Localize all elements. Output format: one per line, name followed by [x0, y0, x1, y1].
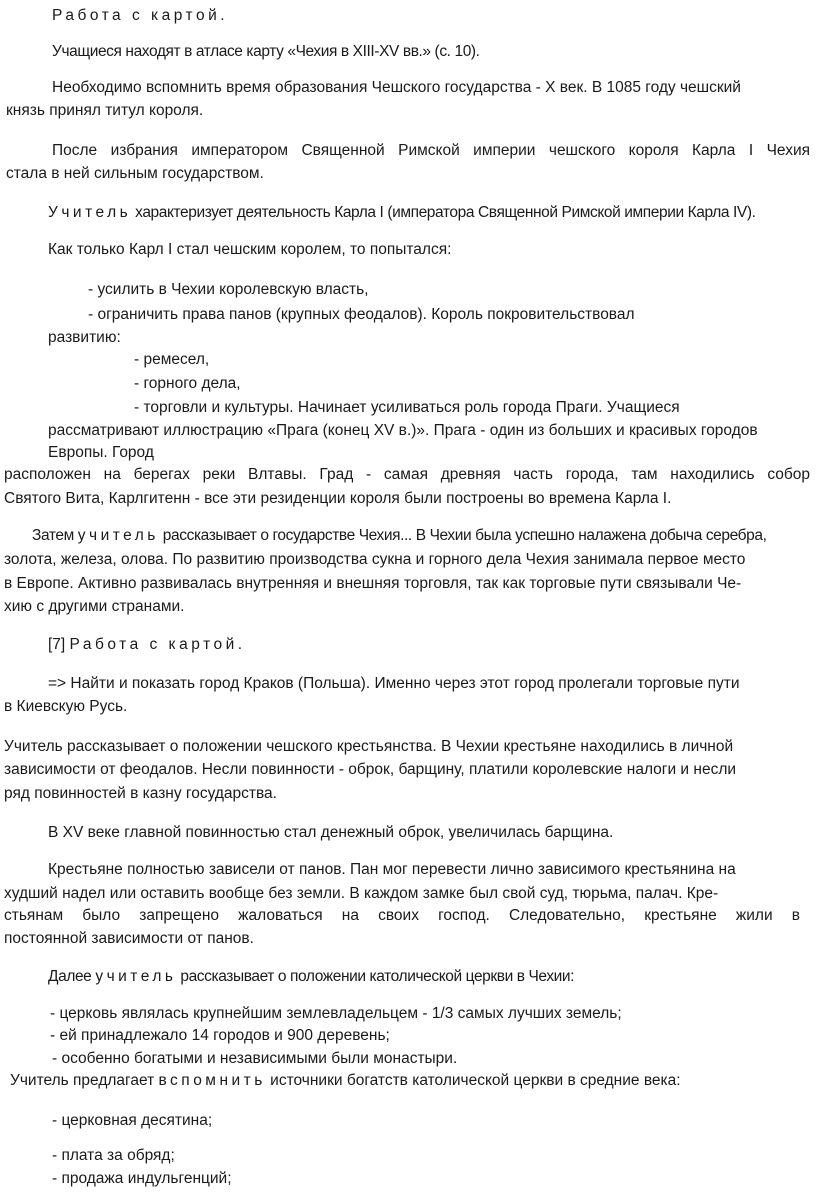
- paragraph-line: золота, железа, олова. По развитию производства сукна и горного дела Чехия занимала первое место: [4, 551, 746, 568]
- paragraph-line: Как только Карл I стал чешским королем, то попытался:: [48, 241, 452, 258]
- paragraph-line: стьянам было запрещено жаловаться на своих господ. Следовательно, крестьяне жили в: [4, 907, 800, 924]
- list-item: - торговли и культуры. Начинает усиливаться роль города Праги. Учащиеся: [134, 399, 680, 416]
- note-number: [7]: [48, 636, 70, 653]
- paragraph-line: Учитель рассказывает о положении чешского крестьянства. В Чехии крестьяне находились в личной: [4, 738, 734, 755]
- paragraph-line: зависимости от феодалов. Несли повинности - оброк, барщину, платили королевские налоги и несли: [4, 761, 737, 778]
- paragraph-line: в Киевскую Русь.: [4, 698, 128, 715]
- section-heading-map-work: [48, 635, 246, 655]
- paragraph-line: Европы. Город: [48, 444, 154, 461]
- paragraph-text: рассказывает о положении католической церкви в Чехии:: [176, 968, 575, 985]
- paragraph-line: ряд повинностей в казну государства.: [4, 785, 277, 802]
- paragraph-line: [10, 1071, 681, 1091]
- paragraph-line: стала в ней сильным государством.: [6, 165, 264, 182]
- emphasis-recall: вспомнить: [158, 1072, 266, 1089]
- list-item: - плата за обряд;: [52, 1147, 175, 1164]
- list-item: - ей принадлежало 14 городов и 900 деревень;: [50, 1027, 390, 1044]
- list-item: - особенно богатыми и независимыми были монастыри.: [52, 1050, 458, 1067]
- paragraph-line: Необходимо вспомнить время образования Чешского государства - X век. В 1085 году чешский: [52, 79, 741, 96]
- paragraph-line: [32, 526, 767, 546]
- paragraph-line: [48, 967, 574, 987]
- paragraph-line: развитию:: [48, 329, 121, 346]
- paragraph-text: Затем: [32, 527, 78, 544]
- paragraph-line: Крестьяне полностью зависели от панов. Пан мог перевести лично зависимого крестьянина на: [48, 861, 736, 878]
- paragraph-text: характеризует деятельность Карла I (императора Священной Римской империи Карла IV).: [131, 204, 756, 221]
- paragraph-line: В XV веке главной повинностью стал денежный оброк, увеличилась барщина.: [48, 824, 614, 841]
- paragraph-line: После избрания императором Священной Римской империи чешского короля Карла I Чехия: [52, 142, 810, 159]
- paragraph-text: источники богатств католической церкви в средние века:: [265, 1072, 681, 1089]
- heading-text: Работа с картой.: [69, 636, 246, 653]
- paragraph-line: => Найти и показать город Краков (Польша). Именно через этот город пролегали торговые пути: [48, 675, 740, 692]
- list-item: - ограничить права панов (крупных феодалов). Король покровительствовал: [88, 306, 635, 323]
- paragraph-line: постоянной зависимости от панов.: [4, 930, 254, 947]
- paragraph-line: [48, 203, 756, 223]
- list-item: - продажа индульгенций;: [52, 1170, 232, 1187]
- list-item: - церковная десятина;: [52, 1112, 213, 1129]
- list-item: - ремесел,: [134, 351, 210, 368]
- paragraph-line: в Европе. Активно развивалась внутренняя и внешняя торговля, так как торговые пути связывали Че-: [4, 575, 742, 592]
- paragraph-text: Учитель предлагает: [10, 1072, 159, 1089]
- paragraph-line: расположен на берегах реки Влтавы. Град - самая древняя часть города, там находились собор: [4, 466, 810, 483]
- emphasis-teacher: учитель: [95, 968, 177, 985]
- paragraph-line: князь принял титул короля.: [6, 102, 204, 119]
- paragraph-line: Учащиеся находят в атласе карту «Чехия в XIII-XV вв.» (с. 10).: [52, 43, 480, 60]
- list-item: - усилить в Чехии королевскую власть,: [88, 281, 369, 298]
- list-item: - горного дела,: [134, 375, 241, 392]
- section-heading-map-work: Работа с картой.: [52, 7, 229, 24]
- emphasis-teacher: Учитель: [48, 204, 132, 221]
- paragraph-line: Святого Вита, Карлгитенн - все эти резиденции короля были построены во времена Карла I.: [4, 490, 672, 507]
- paragraph-line: хию с другими странами.: [4, 598, 185, 615]
- paragraph-line: худший надел или оставить вообще без земли. В каждом замке был свой суд, тюрьма, палач. Кре-: [4, 885, 719, 902]
- emphasis-teacher: учитель: [77, 527, 159, 544]
- list-item: - церковь являлась крупнейшим землевладельцем - 1/3 самых лучших земель;: [50, 1005, 622, 1022]
- paragraph-line: рассматривают иллюстрацию «Прага (конец XV в.)». Прага - один из больших и красивых городов: [48, 422, 758, 439]
- paragraph-text: рассказывает о государстве Чехия... В Чехии была успешно налажена добыча серебра,: [158, 527, 767, 544]
- paragraph-text: Далее: [48, 968, 96, 985]
